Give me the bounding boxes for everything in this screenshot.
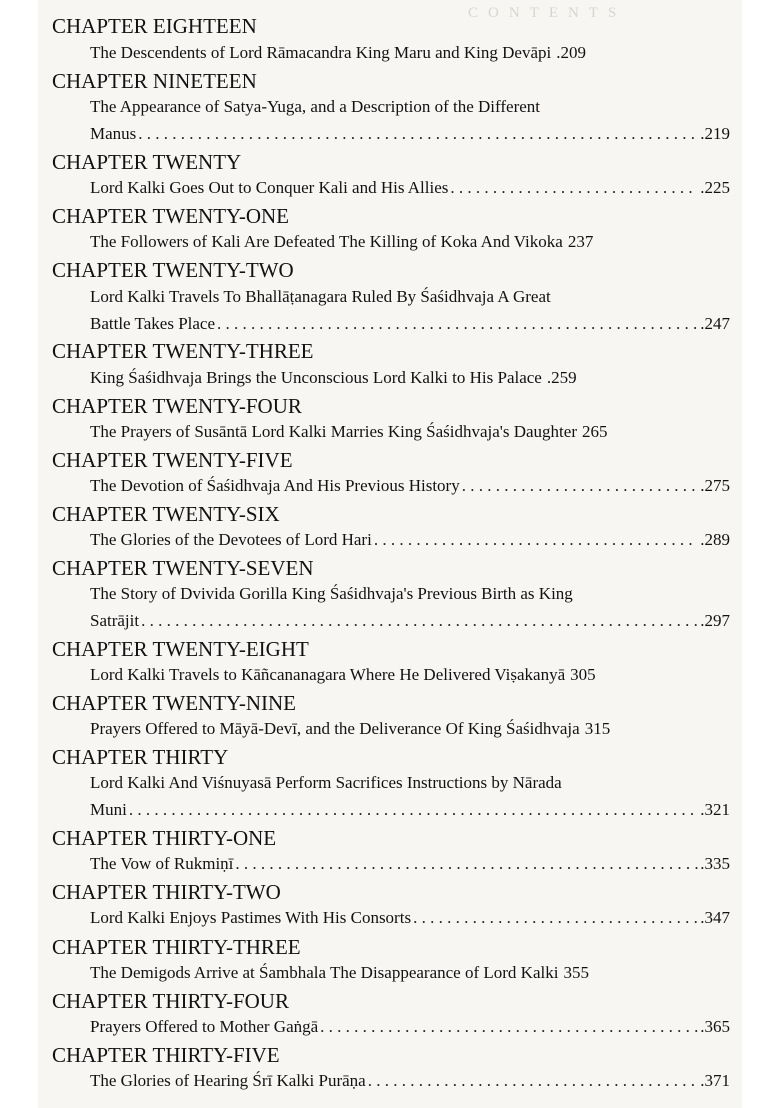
entry-title: The Glories of the Devotees of Lord Hari (90, 530, 372, 549)
entry-title: Prayers Offered to Mother Gaṅgā (90, 1017, 319, 1036)
dot-leader (413, 908, 698, 928)
chapter-heading: CHAPTER TWENTY (52, 150, 242, 174)
toc-entry[interactable] (90, 476, 730, 503)
toc-entry[interactable] (90, 1071, 730, 1098)
chapter-heading: CHAPTER TWENTY-ONE (52, 204, 290, 228)
page-number: .219 (700, 124, 730, 143)
chapter-heading: CHAPTER TWENTY-SIX (52, 502, 280, 526)
dot-leader (368, 1071, 699, 1091)
chapter-heading: CHAPTER TWENTY-FIVE (52, 448, 293, 472)
page-number: .289 (700, 530, 730, 549)
page-number: .275 (700, 476, 730, 495)
dot-leader (217, 314, 698, 334)
toc-entry[interactable] (90, 178, 730, 205)
dot-leader (320, 1017, 698, 1037)
entry-title: The Vow of Rukmiṇī (90, 854, 234, 873)
entry-title: The Demigods Arrive at Śambhala The Disappearance of Lord Kalki (90, 963, 559, 982)
page-number: .321 (700, 800, 730, 819)
entry-title-continued: Satrājit (90, 611, 140, 630)
entry-title: King Śaśidhvaja Brings the Unconscious Lord Kalki to His Palace (90, 368, 542, 387)
book-page (38, 0, 742, 1108)
chapter-heading: CHAPTER TWENTY-NINE (52, 691, 297, 715)
toc-entry[interactable] (90, 854, 730, 881)
chapter-heading: CHAPTER THIRTY-FOUR (52, 989, 289, 1013)
toc-entry[interactable] (90, 368, 730, 395)
chapter-heading: CHAPTER THIRTY-TWO (52, 880, 281, 904)
toc-entry[interactable] (90, 665, 730, 692)
toc-entry[interactable] (90, 719, 730, 746)
page-number: .335 (700, 854, 730, 873)
page-number: .371 (700, 1071, 730, 1090)
toc-entry[interactable] (90, 97, 730, 151)
chapter-heading: CHAPTER NINETEEN (52, 69, 257, 93)
entry-title: Prayers Offered to Māyā-Devī, and the Deliverance Of King Śaśidhvaja (90, 719, 580, 738)
chapter-heading: CHAPTER THIRTY-FIVE (52, 1043, 280, 1067)
page-header-bleedthrough: CONTENTS (468, 5, 627, 21)
dot-leader (462, 476, 699, 496)
toc-entry[interactable] (90, 287, 730, 341)
page-number: .209 (556, 43, 586, 62)
entry-title: The Devotion of Śaśidhvaja And His Previous History (90, 476, 460, 495)
dot-leader (138, 124, 698, 144)
table-of-contents (38, 0, 742, 1108)
chapter-heading: CHAPTER THIRTY (52, 745, 229, 769)
chapter-heading: CHAPTER TWENTY-SEVEN (52, 556, 314, 580)
page-number: 305 (570, 665, 596, 684)
entry-title: Lord Kalki Travels To Bhallāṭanagara Ruled By Śaśidhvaja A Great (90, 287, 551, 306)
chapter-heading: CHAPTER THIRTY-THREE (52, 935, 301, 959)
entry-title: The Glories of Hearing Śrī Kalki Purāṇa (90, 1071, 366, 1090)
chapter-heading: CHAPTER TWENTY-TWO (52, 258, 294, 282)
page-number: 355 (563, 963, 589, 982)
toc-entry[interactable] (90, 43, 730, 70)
page-number: .347 (700, 908, 730, 927)
entry-title: Lord Kalki Enjoys Pastimes With His Consorts (90, 908, 412, 927)
entry-title: The Followers of Kali Are Defeated The Killing of Koka And Vikoka (90, 232, 563, 251)
entry-title-continued: Muni (90, 800, 127, 819)
page-number: 237 (567, 232, 594, 251)
page-number: .225 (700, 178, 730, 197)
chapter-heading: CHAPTER TWENTY-FOUR (52, 394, 302, 418)
chapter-heading: CHAPTER EIGHTEEN (52, 14, 257, 38)
page-number: 265 (581, 422, 608, 441)
toc-entry[interactable] (90, 1017, 730, 1044)
entry-title: The Appearance of Satya-Yuga, and a Description of the Different (90, 97, 541, 116)
toc-entry[interactable] (90, 530, 730, 557)
entry-title: The Descendents of Lord Rāmacandra King Maru and King Devāpi (90, 43, 552, 62)
page-number: .365 (700, 1017, 730, 1036)
page-number: .247 (700, 314, 730, 333)
entry-title-continued: Battle Takes Place (90, 314, 216, 333)
dot-leader (129, 800, 698, 820)
toc-entry[interactable] (90, 422, 730, 449)
entry-title: Lord Kalki Travels to Kāñcananagara Where He Delivered Viṣakanyā (90, 665, 566, 684)
dot-leader (235, 854, 698, 874)
dot-leader (141, 611, 698, 631)
toc-entry[interactable] (90, 584, 730, 638)
dot-leader (450, 178, 698, 198)
entry-title: Lord Kalki And Viśnuyasā Perform Sacrifices Instructions by Nārada (90, 773, 562, 792)
chapter-heading: CHAPTER TWENTY-EIGHT (52, 637, 309, 661)
entry-title: The Prayers of Susāntā Lord Kalki Marries King Śaśidhvaja's Daughter (90, 422, 577, 441)
entry-title: The Story of Dvivida Gorilla King Śaśidhvaja's Previous Birth as King (90, 584, 573, 603)
entry-title: Lord Kalki Goes Out to Conquer Kali and His Allies (90, 178, 449, 197)
toc-entry[interactable] (90, 908, 730, 935)
chapter-heading: CHAPTER THIRTY-ONE (52, 826, 277, 850)
page-number: .297 (700, 611, 730, 630)
dot-leader (374, 530, 698, 550)
page-number: .259 (546, 368, 577, 387)
page-number: 315 (584, 719, 611, 738)
toc-entry[interactable] (90, 963, 730, 990)
entry-title-continued: Manus (90, 124, 137, 143)
toc-entry[interactable] (90, 232, 730, 259)
toc-entry[interactable] (90, 773, 730, 827)
chapter-heading: CHAPTER TWENTY-THREE (52, 339, 314, 363)
